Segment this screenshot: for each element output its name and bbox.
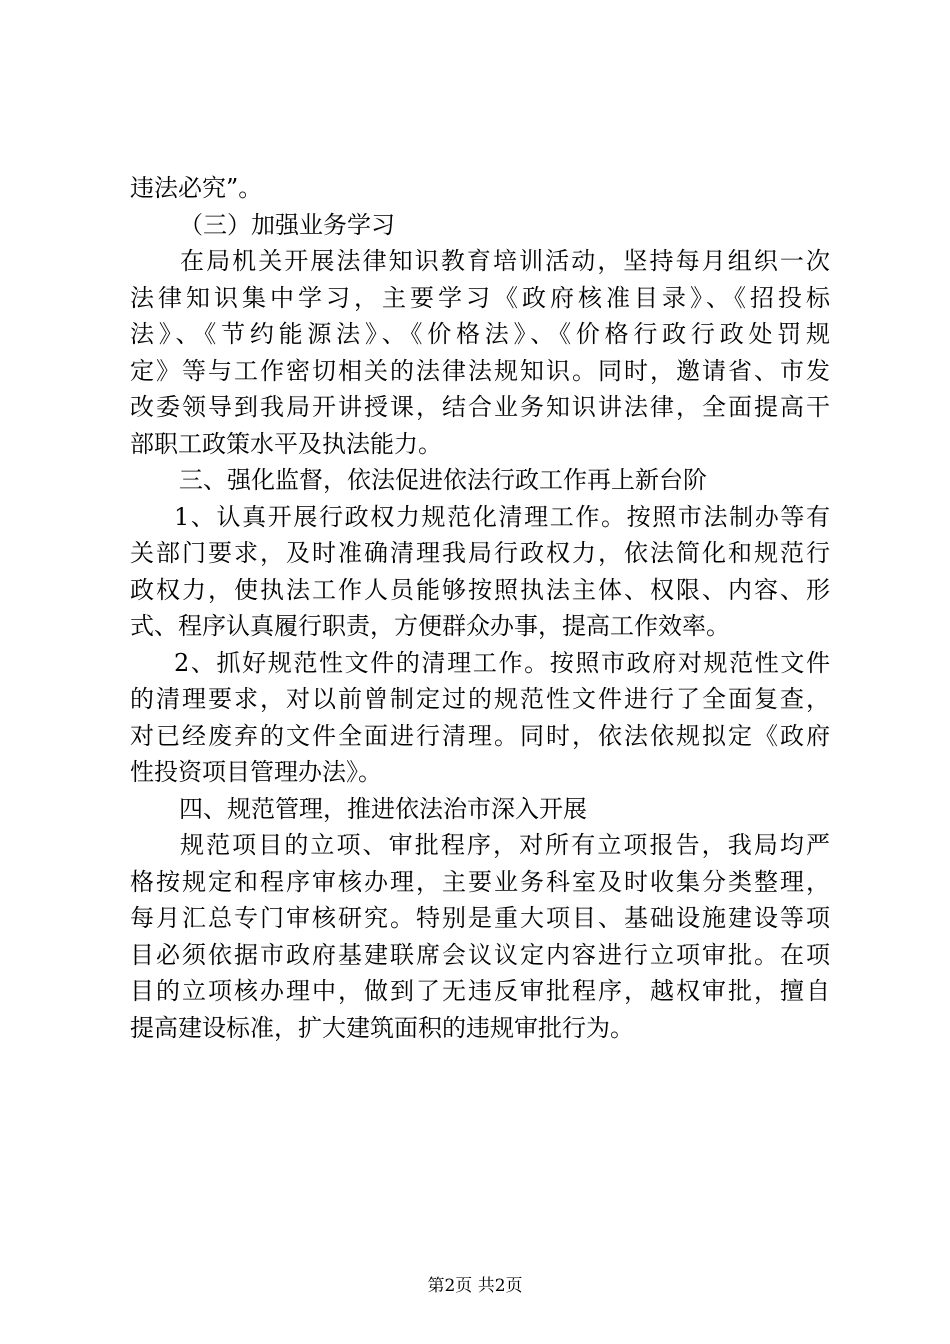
paragraph-line: 的清理要求，对以前曾制定过的规范性文件进行了全面复查， bbox=[130, 685, 830, 713]
paragraph-line: 2、抓好规范性文件的清理工作。按照市政府对规范性文件 bbox=[174, 648, 830, 677]
paragraph-line: 政权力，使执法工作人员能够按照执法主体、权限、内容、形 bbox=[130, 575, 830, 604]
paragraph-line: 性投资项目管理办法》。 bbox=[130, 758, 382, 786]
paragraph-line: 式、程序认真履行职责，方便群众办事，提高工作效率。 bbox=[130, 612, 730, 640]
paragraph-line: 在局机关开展法律知识教育培训活动，坚持每月组织一次 bbox=[180, 247, 830, 275]
paragraph-line: 关部门要求，及时准确清理我局行政权力，依法简化和规范行 bbox=[130, 539, 830, 567]
paragraph-line: 提高建设标准，扩大建筑面积的违规审批行为。 bbox=[130, 1013, 634, 1042]
paragraph-line: 目必须依据市政府基建联席会议议定内容进行立项审批。在项 bbox=[130, 940, 830, 969]
paragraph-line: 目的立项核办理中，做到了无违反审批程序，越权审批，擅自 bbox=[130, 977, 830, 1005]
paragraph-line: 定》等与工作密切相关的法律法规知识。同时，邀请省、市发 bbox=[130, 356, 830, 385]
paragraph-line: 法》、《节约能源法》、《价格法》、《价格行政行政处罚规 bbox=[130, 320, 830, 348]
paragraph-line: 每月汇总专门审核研究。特别是重大项目、基础设施建设等项 bbox=[130, 904, 830, 932]
document-body bbox=[130, 170, 830, 1046]
section-heading: 四、规范管理，推进依法治市深入开展 bbox=[179, 794, 587, 823]
page-number-footer: 第2页 共2页 bbox=[427, 1276, 523, 1296]
paragraph-line: 部职工政策水平及执法能力。 bbox=[130, 429, 442, 458]
paragraph-line: 1、认真开展行政权力规范化清理工作。按照市法制办等有 bbox=[174, 502, 830, 531]
paragraph-line: 对已经废弃的文件全面进行清理。同时，依法依规拟定《政府 bbox=[130, 721, 830, 750]
section-heading: 三、强化监督，依法促进依法行政工作再上新台阶 bbox=[179, 466, 707, 494]
paragraph-line: 格按规定和程序审核办理，主要业务科室及时收集分类整理， bbox=[130, 867, 830, 896]
paragraph-line: 法律知识集中学习，主要学习《政府核准目录》、《招投标 bbox=[130, 283, 830, 312]
text-line: 违法必究”。 bbox=[130, 174, 263, 202]
paragraph-line: 改委领导到我局开讲授课，结合业务知识讲法律，全面提高干 bbox=[130, 393, 830, 421]
section-heading: （三）加强业务学习 bbox=[179, 210, 395, 239]
paragraph-line: 规范项目的立项、审批程序，对所有立项报告，我局均严 bbox=[180, 831, 830, 859]
